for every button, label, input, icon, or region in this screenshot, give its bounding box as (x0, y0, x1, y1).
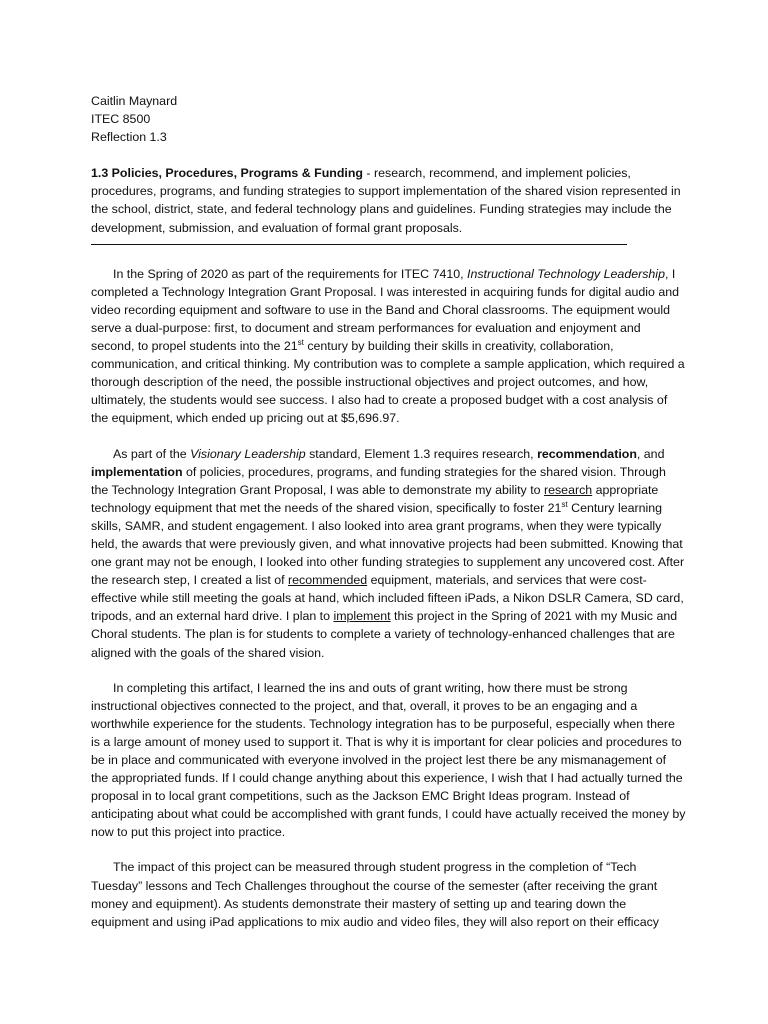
para2-text-a: As part of the (113, 446, 191, 461)
document-header (91, 92, 686, 146)
divider-line (91, 244, 627, 245)
keyword-implementation: implementation (91, 464, 183, 479)
course-code: ITEC 8500 (91, 112, 151, 127)
standard-description: - research, recommend, and implement policies, procedures, programs, and funding strategies to support implementation of the shared vision represented in the school, district, state, and federal technology plans and guidelines. Funding strategies may include the development, submission, and evaluation of formal grant proposals. (91, 166, 681, 235)
para2-text-m: equipment, materials, and services that were cost-effective while still meeting the goals at hand, which included fifteen iPads, a Nikon DSLR Camera, SD card, tripods, and an external hard drive. I plan to (91, 573, 684, 624)
document-page (91, 92, 686, 948)
assignment-title: Reflection 1.3 (91, 130, 167, 145)
standard-statement (91, 164, 686, 236)
paragraph-4: The impact of this project can be measured through student progress in the completion of “Tech Tuesday” lessons and Tech Challenges throughout the course of the semester (after receiving the grant money and equipment). As students demonstrate their mastery of setting up and tearing down the equipment and using iPad applications to mix audio and video files, they will also report on their efficacy (91, 860, 660, 929)
author-name: Caitlin Maynard (91, 94, 178, 108)
standard-title: 1.3 Policies, Procedures, Programs & Funding (91, 166, 363, 181)
standard-name: Visionary Leadership (190, 446, 306, 461)
para1-text-e: century by building their skills in creativity, collaboration, communication, and critical thinking. My contribution was to complete a sample application, which required a thorough description of the need, the possible instructional objectives and project outcomes, and how, ultimately, the students would see success. I also had to create a proposed budget with a cost analysis of the equipment, which ended up pricing out at $5,696.97. (91, 339, 685, 426)
para1-text-a: In the Spring of 2020 as part of the requirements for ITEC 7410, (113, 266, 468, 281)
para2-text-e: , and (636, 446, 665, 461)
paragraph-1 (91, 265, 686, 428)
ordinal-suffix: st (561, 499, 568, 509)
para2-text-i: appropriate technology equipment that met the needs of the shared vision, specifically to foster 21 (91, 482, 659, 515)
paragraph-3: In completing this artifact, I learned the ins and outs of grant writing, how there must be strong instructional objectives connected to the project, and that, overall, it proves to be an engaging and a worthwhile experience for the students. Technology integration has to be purposeful, especially when there is a large amount of money used to support it. That is why it is important for clear policies and procedures to be in place and communicated with everyone involved in the project lest there be any mismanagement of the appropriated funds. If I could change anything about this experience, I wish that I had actually turned the proposal in to local grant competitions, such as the Jackson EMC Bright Ideas program. Instead of anticipating about what could be accomplished with grant funds, I could have actually received the money by now to put this project into practice. (91, 680, 686, 840)
para2-text-k: Century learning skills, SAMR, and student engagement. I also looked into area grant programs, when they were typically held, the awards that were previously given, and what innovative projects had been submitted. Knowing that one grant may not be enough, I looked into other funding strategies to supplement any uncovered cost. After the research step, I created a list of (91, 500, 685, 588)
para2-text-o: this project in the Spring of 2021 with my Music and Choral students. The plan is for students to complete a variety of technology-enhanced challenges that are aligned with the goals of the shared vision. (91, 609, 678, 660)
keyword-recommended: recommended (287, 573, 368, 588)
para2-text-g: of policies, procedures, programs, and funding strategies for the shared vision. Through the Technology Integration Grant Proposal, I was able to demonstrate my ability to (91, 464, 666, 497)
keyword-recommendation: recommendation (537, 446, 637, 461)
ordinal-suffix: st (297, 338, 304, 348)
para2-text-c: standard, Element 1.3 requires research, (305, 446, 538, 461)
keyword-implement: implement (333, 609, 391, 624)
course-title: Instructional Technology Leadership (467, 266, 665, 281)
keyword-research: research (543, 482, 593, 497)
paragraph-2 (91, 445, 686, 662)
para1-text-c: , I completed a Technology Integration Grant Proposal. I was interested in acquiring funds for digital audio and video recording equipment and software to use in the Band and Choral classrooms. The equipment would serve a dual-purpose: first, to document and stream performances for evaluation and enjoyment and second, to propel students into the 21 (91, 266, 679, 354)
